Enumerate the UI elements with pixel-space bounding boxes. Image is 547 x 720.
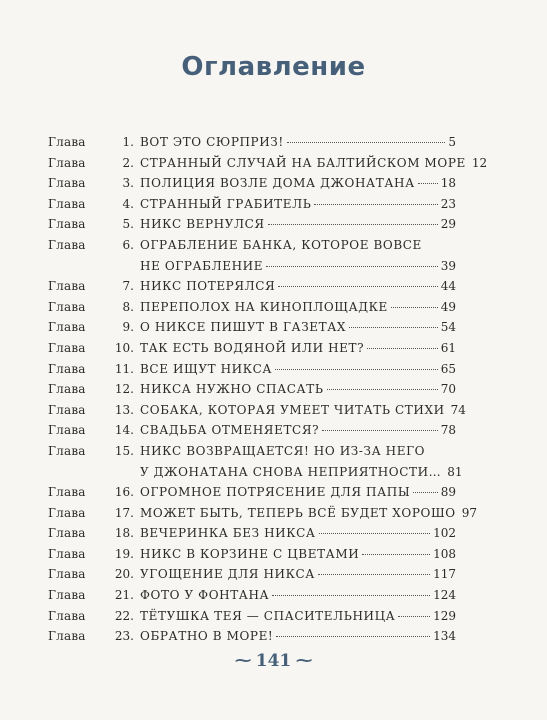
chapter-title: НИКС ВЕРНУЛСЯ <box>140 217 265 232</box>
chapter-word: Глава <box>48 485 86 500</box>
tilde-ornament-left: ~ <box>232 651 253 671</box>
chapter-title-continuation: НЕ ОГРАБЛЕНИЕ <box>140 258 264 273</box>
chapter-title: ОГРОМНОЕ ПОТРЯСЕНИЕ ДЛЯ ПАПЫ <box>140 485 411 500</box>
chapter-title: СТРАННЫЙ СЛУЧАЙ НА БАЛТИЙСКОМ МОРЕ <box>140 155 466 170</box>
chapter-title: СОБАКА, КОТОРАЯ УМЕЕТ ЧИТАТЬ СТИХИ <box>140 402 445 417</box>
chapter-title: ФОТО У ФОНТАНА <box>140 588 270 603</box>
toc-entry-line <box>48 317 456 338</box>
toc-entry <box>48 441 463 482</box>
toc-entry <box>48 585 456 606</box>
toc-entry-line <box>48 441 456 462</box>
toc-entry-line <box>48 544 456 565</box>
chapter-title: ВСЕ ИЩУТ НИКСА <box>140 361 273 376</box>
chapter-word: Глава <box>48 279 86 294</box>
chapter-page-number: 78 <box>440 423 456 438</box>
chapter-word: Глава <box>48 320 86 335</box>
chapter-number: 15. <box>114 443 134 458</box>
leader-dots <box>418 183 438 184</box>
chapter-page-number: 44 <box>440 279 456 294</box>
toc-entry <box>48 173 456 194</box>
toc-entry <box>48 379 456 400</box>
toc-entry-line <box>48 297 456 318</box>
page-number: 141 <box>255 651 292 671</box>
leader-dots <box>367 348 438 349</box>
toc-entry <box>48 503 477 524</box>
chapter-word: Глава <box>48 546 86 561</box>
toc-entry-line <box>48 214 456 235</box>
chapter-number: 23. <box>114 629 134 644</box>
leader-dots <box>391 307 438 308</box>
chapter-word: Глава <box>48 423 86 438</box>
toc-entry <box>48 626 456 647</box>
chapter-number: 4. <box>122 196 134 211</box>
chapter-page-number: 134 <box>433 629 456 644</box>
chapter-title: НИКС ПОТЕРЯЛСЯ <box>140 279 276 294</box>
chapter-title: ВОТ ЭТО СЮРПРИЗ! <box>140 135 284 149</box>
toc-entry <box>48 214 456 235</box>
toc-entry-line <box>48 379 456 400</box>
chapter-title: ТЁТУШКА ТЕЯ — СПАСИТЕЛЬНИЦА <box>140 608 396 623</box>
chapter-word: Глава <box>48 402 86 417</box>
chapter-number: 3. <box>122 176 134 191</box>
chapter-number: 22. <box>114 608 134 623</box>
chapter-page-number: 49 <box>440 299 456 314</box>
toc-entry <box>48 317 456 338</box>
chapter-page-number: 23 <box>440 196 456 211</box>
leader-dots <box>278 286 437 287</box>
chapter-page-number: 89 <box>440 485 456 500</box>
chapter-word: Глава <box>48 176 86 191</box>
table-of-contents <box>48 132 488 647</box>
toc-entry <box>48 338 456 359</box>
chapter-number: 18. <box>114 526 134 541</box>
chapter-number: 12. <box>114 382 134 397</box>
chapter-word: Глава <box>48 629 86 644</box>
chapter-number: 7. <box>122 279 134 294</box>
chapter-word: Глава <box>48 340 86 355</box>
chapter-page-number: 74 <box>450 402 466 417</box>
toc-entry <box>48 523 456 544</box>
chapter-page-number: 117 <box>433 567 456 582</box>
chapter-number: 14. <box>114 423 134 438</box>
page-title: Оглавление <box>181 52 366 82</box>
chapter-page-number: 18 <box>440 176 456 191</box>
toc-entry-line <box>48 626 456 647</box>
chapter-page-number: 129 <box>433 608 456 623</box>
chapter-number: 13. <box>114 402 134 417</box>
chapter-title: ОГРАБЛЕНИЕ БАНКА, КОТОРОЕ ВОВСЕ <box>140 237 422 252</box>
chapter-page-number: 5 <box>448 135 456 149</box>
toc-entry <box>48 544 456 565</box>
leader-dots <box>362 554 430 555</box>
toc-entry <box>48 297 456 318</box>
chapter-number: 16. <box>114 485 134 500</box>
chapter-title: СТРАННЫЙ ГРАБИТЕЛЬ <box>140 196 312 211</box>
toc-entry-line <box>48 132 456 153</box>
toc-entry-line <box>48 194 456 215</box>
chapter-title: МОЖЕТ БЫТЬ, ТЕПЕРЬ ВСЁ БУДЕТ ХОРОШО <box>140 505 456 520</box>
chapter-word: Глава <box>48 443 86 458</box>
chapter-number: 10. <box>114 340 134 355</box>
chapter-word: Глава <box>48 505 86 520</box>
chapter-number: 11. <box>114 361 134 376</box>
chapter-title: ПОЛИЦИЯ ВОЗЛЕ ДОМА ДЖОНАТАНА <box>140 176 415 191</box>
chapter-page-number: 65 <box>440 361 456 376</box>
chapter-title: НИКСА НУЖНО СПАСАТЬ <box>140 382 324 397</box>
toc-entry-line <box>48 606 456 627</box>
leader-dots <box>272 595 430 596</box>
chapter-word: Глава <box>48 237 86 252</box>
chapter-number: 8. <box>122 299 134 314</box>
leader-dots <box>318 574 430 575</box>
leader-dots <box>268 224 438 225</box>
toc-entry-line <box>48 153 488 174</box>
toc-entry-line <box>48 276 456 297</box>
chapter-page-number: 102 <box>433 526 456 541</box>
chapter-word: Глава <box>48 382 86 397</box>
toc-entry-continuation <box>48 462 463 483</box>
chapter-page-number: 108 <box>433 546 456 561</box>
toc-entry-line <box>48 338 456 359</box>
chapter-number: 19. <box>114 546 134 561</box>
leader-dots <box>319 533 431 534</box>
toc-entry <box>48 153 488 174</box>
chapter-title: НИКС ВОЗВРАЩАЕТСЯ! НО ИЗ-ЗА НЕГО <box>140 443 426 458</box>
leader-dots <box>314 204 437 205</box>
toc-entry <box>48 420 456 441</box>
toc-entry <box>48 606 456 627</box>
chapter-number: 2. <box>122 155 134 170</box>
toc-entry-line <box>48 420 456 441</box>
leader-dots <box>413 492 437 493</box>
tilde-ornament-right: ~ <box>294 651 315 671</box>
leader-dots <box>266 266 438 267</box>
chapter-title: НИКС В КОРЗИНЕ С ЦВЕТАМИ <box>140 546 360 561</box>
chapter-word: Глава <box>48 361 86 376</box>
chapter-page-number: 81 <box>447 464 463 479</box>
chapter-word: Глава <box>48 608 86 623</box>
toc-entry-line <box>48 503 477 524</box>
toc-entry-line <box>48 585 456 606</box>
leader-dots <box>398 616 430 617</box>
chapter-title: ОБРАТНО В МОРЕ! <box>140 629 274 644</box>
toc-entry <box>48 194 456 215</box>
toc-entry <box>48 235 456 276</box>
chapter-page-number: 124 <box>433 588 456 603</box>
chapter-page-number: 70 <box>440 382 456 397</box>
chapter-word: Глава <box>48 299 86 314</box>
chapter-page-number: 29 <box>440 217 456 232</box>
toc-entry-line <box>48 173 456 194</box>
toc-entry <box>48 482 456 503</box>
chapter-word: Глава <box>48 588 86 603</box>
toc-entry-line <box>48 400 466 421</box>
chapter-word: Глава <box>48 196 86 211</box>
chapter-number: 20. <box>114 567 134 582</box>
chapter-word: Глава <box>48 155 86 170</box>
chapter-title: СВАДЬБА ОТМЕНЯЕТСЯ? <box>140 423 320 438</box>
toc-entry-line <box>48 235 456 256</box>
leader-dots <box>327 389 438 390</box>
chapter-number: 9. <box>122 320 134 335</box>
chapter-number: 5. <box>122 217 134 232</box>
chapter-word: Глава <box>48 217 86 232</box>
chapter-title: ВЕЧЕРИНКА БЕЗ НИКСА <box>140 526 316 541</box>
toc-entry-line <box>48 564 456 585</box>
chapter-title: ПЕРЕПОЛОХ НА КИНОПЛОЩАДКЕ <box>140 299 388 314</box>
chapter-page-number: 97 <box>461 505 477 520</box>
chapter-title: УГОЩЕНИЕ ДЛЯ НИКСА <box>140 567 315 582</box>
toc-entry <box>48 564 456 585</box>
leader-dots <box>275 369 438 370</box>
toc-entry <box>48 276 456 297</box>
toc-entry-line <box>48 482 456 503</box>
toc-entry <box>48 359 456 380</box>
page-footer <box>0 651 547 671</box>
toc-entry-line <box>48 523 456 544</box>
chapter-page-number: 39 <box>440 258 456 273</box>
toc-entry-line <box>48 359 456 380</box>
leader-dots <box>349 327 438 328</box>
chapter-number: 1. <box>122 135 134 149</box>
chapter-page-number: 54 <box>440 320 456 335</box>
chapter-word: Глава <box>48 567 86 582</box>
chapter-title: ТАК ЕСТЬ ВОДЯНОЙ ИЛИ НЕТ? <box>140 340 365 355</box>
chapter-number: 21. <box>114 588 134 603</box>
chapter-page-number: 61 <box>440 340 456 355</box>
chapter-page-number: 12 <box>471 155 488 170</box>
chapter-number: 6. <box>122 237 134 252</box>
chapter-word: Глава <box>48 526 86 541</box>
chapter-title: О НИКСЕ ПИШУТ В ГАЗЕТАХ <box>140 320 347 335</box>
toc-entry <box>48 400 466 421</box>
toc-entry <box>48 132 456 153</box>
leader-dots <box>287 142 446 143</box>
chapter-word: Глава <box>48 135 86 149</box>
chapter-number: 17. <box>114 505 134 520</box>
toc-entry-continuation <box>48 256 456 277</box>
leader-dots <box>276 636 430 637</box>
leader-dots <box>322 430 438 431</box>
chapter-title-continuation: У ДЖОНАТАНА СНОВА НЕПРИЯТНОСТИ… <box>140 464 442 479</box>
